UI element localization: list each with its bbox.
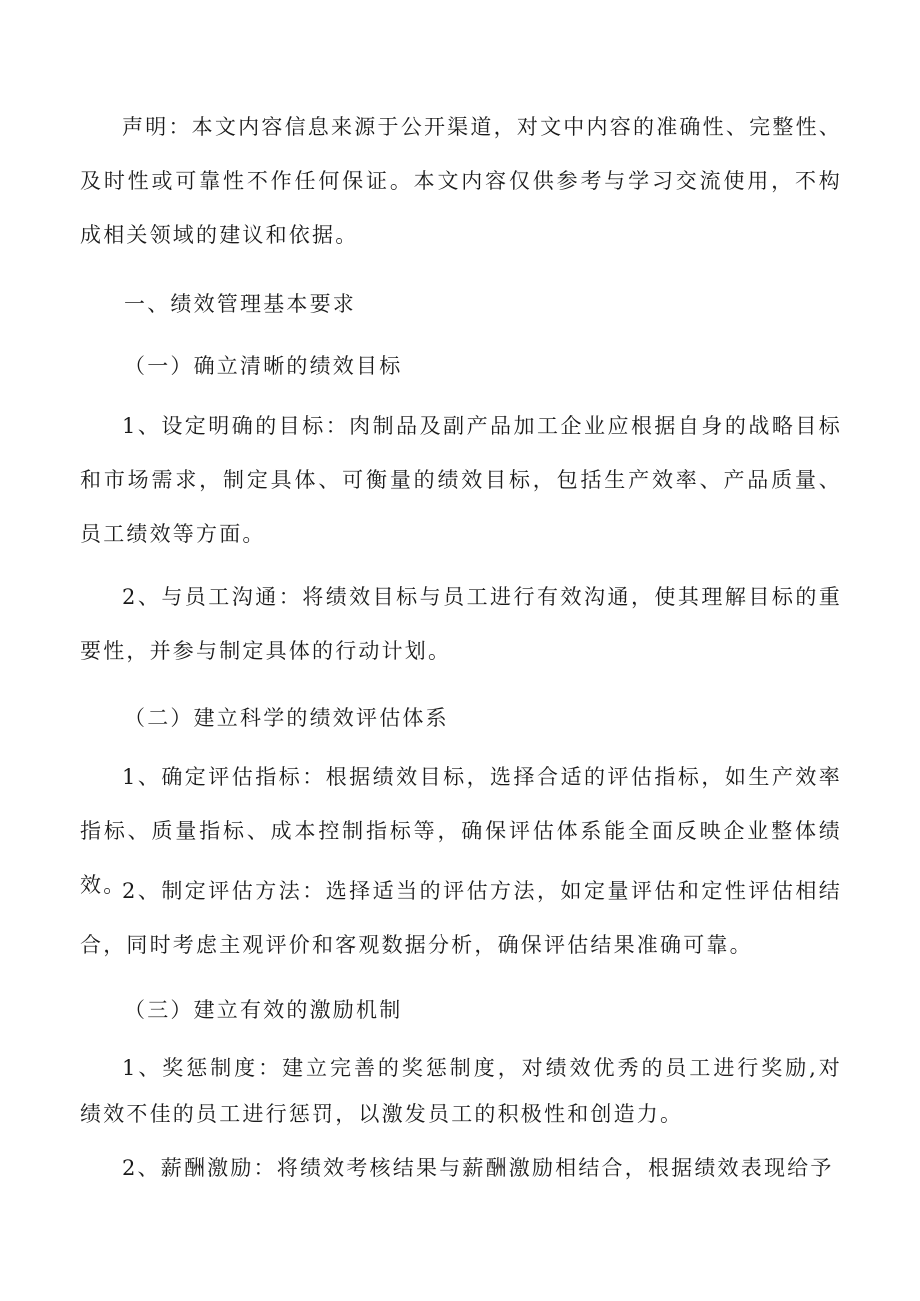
paragraph-2-2: 2、制定评估方法：选择适当的评估方法，如定量评估和定性评估相结合，同时考虑主观评价和客观数据分析，确保评估结果准确可靠。 <box>80 879 842 957</box>
subsection-heading-3: （三）建立有效的激励机制 <box>124 998 403 1022</box>
section-heading: 一、绩效管理基本要求 <box>124 292 356 316</box>
paragraph-3-1: 1、奖惩制度：建立完善的奖惩制度，对绩效优秀的员工进行奖励,对绩效不佳的员工进行惩罚，以激发员工的积极性和创造力。 <box>80 1056 842 1126</box>
disclaimer-paragraph: 声明：本文内容信息来源于公开渠道，对文中内容的准确性、完整性、及时性或可靠性不作任何保证。本文内容仅供参考与学习交流使用，不构成相关领域的建议和依据。 <box>80 115 842 247</box>
paragraph-1-1: 1、设定明确的目标：肉制品及副产品加工企业应根据自身的战略目标和市场需求，制定具体、可衡量的绩效目标，包括生产效率、产品质量、员工绩效等方面。 <box>80 414 842 546</box>
subsection-heading-1: （一）确立清晰的绩效目标 <box>124 354 403 378</box>
paragraph-3-2: 2、薪酬激励：将绩效考核结果与薪酬激励相结合，根据绩效表现给予 <box>122 1156 834 1180</box>
paragraph-1-2: 2、与员工沟通：将绩效目标与员工进行有效沟通，使其理解目标的重要性，并参与制定具体的行动计划。 <box>80 585 842 663</box>
paragraph-2-1: 1、确定评估指标：根据绩效目标，选择合适的评估指标，如生产效率指标、质量指标、成本控制指标等，确保评估体系能全面反映企业整体绩效。 <box>80 765 842 897</box>
subsection-heading-2: （二）建立科学的绩效评估体系 <box>124 706 449 730</box>
